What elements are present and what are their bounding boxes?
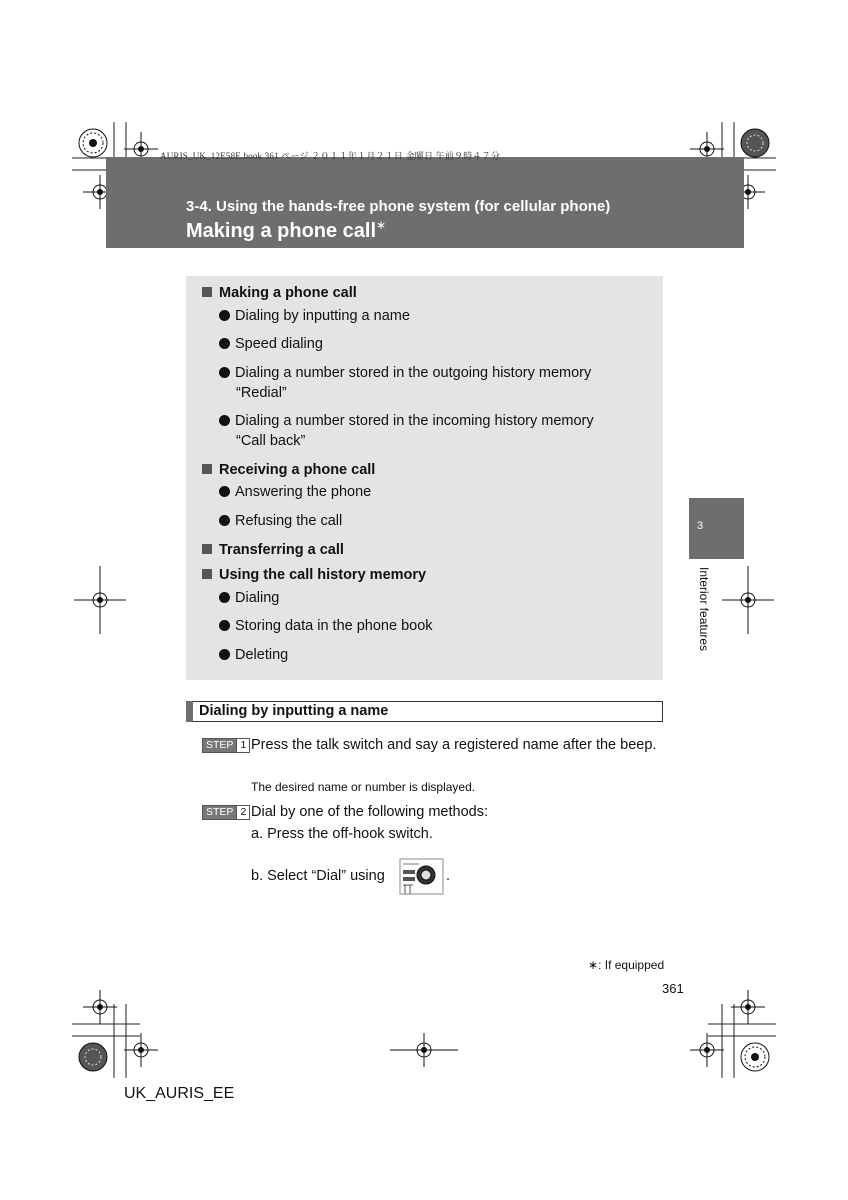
square-bullet-icon [202, 569, 212, 579]
round-bullet-icon [219, 310, 230, 321]
step-2-text: Dial by one of the following methods: [251, 804, 488, 820]
summary-heading: Using the call history memory [202, 566, 426, 584]
list-item: Dialing [219, 589, 279, 607]
square-bullet-icon [202, 287, 212, 297]
footnote [588, 958, 664, 972]
subsection-heading: Dialing by inputting a name [199, 703, 389, 719]
summary-heading: Receiving a phone call [202, 461, 375, 479]
step-1-note: The desired name or number is displayed. [251, 780, 476, 794]
if-equipped-mark: ∗ [376, 218, 387, 232]
round-bullet-icon [219, 620, 230, 631]
summary-heading: Transferring a call [202, 541, 344, 559]
round-bullet-icon [219, 592, 230, 603]
round-bullet-icon [219, 367, 230, 378]
summary-heading: Making a phone call [202, 284, 357, 302]
round-bullet-icon [219, 338, 230, 349]
list-item: Answering the phone [219, 483, 371, 501]
step-1-text: Press the talk switch and say a registered name after the beep. [251, 737, 657, 753]
list-item: Storing data in the phone book [219, 617, 433, 635]
footnote-text: : If equipped [598, 958, 665, 972]
page-title [186, 218, 386, 243]
chapter-number: 3 [697, 520, 704, 532]
step-2-badge: STEP 2 [202, 805, 250, 820]
step-1-badge: STEP 1 [202, 738, 250, 753]
footnote-mark: ∗ [588, 958, 599, 972]
round-bullet-icon [219, 515, 230, 526]
chapter-label: Interior features [697, 567, 711, 652]
square-bullet-icon [202, 464, 212, 474]
option-a: a. Press the off-hook switch. [251, 826, 433, 842]
list-item: Speed dialing [219, 335, 323, 353]
round-bullet-icon [219, 486, 230, 497]
subsection-heading-bar [186, 701, 193, 722]
list-item: Dialing by inputting a name [219, 307, 410, 325]
round-bullet-icon [219, 415, 230, 426]
section-title: 3-4. Using the hands-free phone system (for cellular phone) [186, 198, 611, 215]
list-item: Deleting [219, 646, 288, 664]
print-info-line: AURIS_UK_12E58E.book 361 ページ ２０１１年１月２１日 金曜日 午前９時４７分 [160, 151, 501, 161]
option-b-end: . [446, 868, 451, 884]
list-item-continuation: “Redial” [236, 385, 287, 401]
steering-switch-icon [399, 858, 445, 896]
square-bullet-icon [202, 544, 212, 554]
list-item-continuation: “Call back” [236, 433, 306, 449]
round-bullet-icon [219, 649, 230, 660]
list-item: Dialing a number stored in the incoming history memory [219, 412, 594, 430]
page-number: 361 [662, 981, 684, 996]
list-item: Refusing the call [219, 512, 342, 530]
page-title-text: Making a phone call [186, 220, 377, 242]
option-b: b. Select “Dial” using [251, 868, 385, 884]
list-item: Dialing a number stored in the outgoing history memory [219, 364, 591, 382]
document-code: UK_AURIS_EE [124, 1085, 235, 1102]
